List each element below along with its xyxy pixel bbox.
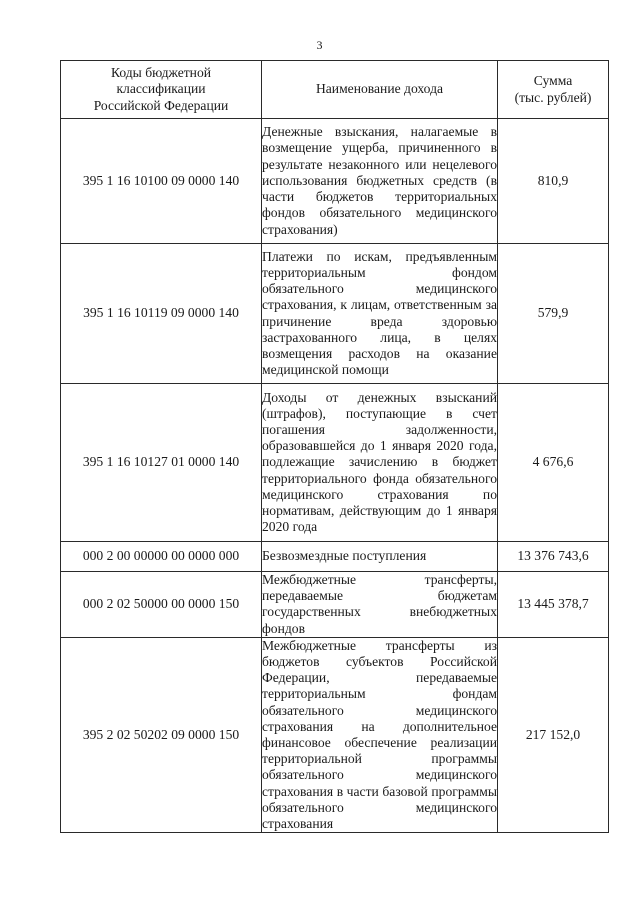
- row-name: Платежи по искам, предъявленным территориальным фондом обязательного медицинского страхования, к лицам, ответственным за причинение вреда здоровью застрахованного лица, в целях возмещения расходов на оказание медицинской помощи: [262, 244, 498, 384]
- row-code: 395 1 16 10100 09 0000 140: [61, 119, 262, 244]
- header-code-line: Коды бюджетной: [110, 65, 212, 81]
- row-code: 395 1 16 10127 01 0000 140: [61, 384, 262, 542]
- table-row: [61, 637, 609, 832]
- row-sum: 4 676,6: [498, 384, 609, 542]
- header-code-line: Российской Федерации: [93, 97, 229, 113]
- page-number: 3: [316, 38, 323, 52]
- table-row: [61, 119, 609, 244]
- row-name: Безвозмездные поступления: [262, 542, 498, 572]
- row-name: Денежные взыскания, налагаемые в возмещение ущерба, причиненного в результате незаконного или нецелевого использования бюджетных средств (в части бюджетов территориальных фондов обязательного медицинского страхования): [262, 119, 498, 244]
- header-code-line: классификации: [116, 81, 206, 97]
- header-sum-cell: [498, 61, 609, 119]
- header-code-cell: [61, 61, 262, 119]
- header-sum-line: Сумма: [533, 73, 573, 89]
- row-sum: 13 376 743,6: [498, 542, 609, 572]
- row-name: Межбюджетные трансферты из бюджетов субъектов Российской Федерации, передаваемые территориальным фондам обязательного медицинского страхования на дополнительное финансовое обеспечение реализации территориальной программы обязательного медицинского страхования в части базовой программы обязательного медицинского страхования: [262, 637, 497, 832]
- row-name: Межбюджетные трансферты, передаваемые бюджетам государственных внебюджетных фондов: [262, 572, 497, 636]
- table-row: [61, 244, 609, 384]
- table-row: [61, 572, 609, 638]
- header-sum-line: (тыс. рублей): [514, 89, 592, 105]
- row-code: 000 2 02 50000 00 0000 150: [61, 572, 262, 638]
- row-code: 395 1 16 10119 09 0000 140: [61, 244, 262, 384]
- header-name-cell: Наименование дохода: [262, 61, 498, 119]
- row-code: 395 2 02 50202 09 0000 150: [61, 637, 262, 832]
- row-sum: 810,9: [498, 119, 609, 244]
- row-sum: 217 152,0: [498, 637, 609, 832]
- row-code: 000 2 00 00000 00 0000 000: [61, 542, 262, 572]
- table-header-row: [61, 61, 609, 119]
- budget-income-table: [60, 60, 609, 833]
- table-row: [61, 384, 609, 542]
- row-sum: 579,9: [498, 244, 609, 384]
- row-sum: 13 445 378,7: [498, 572, 609, 638]
- table-row: [61, 542, 609, 572]
- row-name: Доходы от денежных взысканий (штрафов), поступающие в счет погашения задолженности, образовавшейся до 1 января 2020 года, подлежащие зачислению в бюджет территориального фонда обязательного медицинского страхования по нормативам, действующим до 1 января 2020 года: [262, 384, 498, 542]
